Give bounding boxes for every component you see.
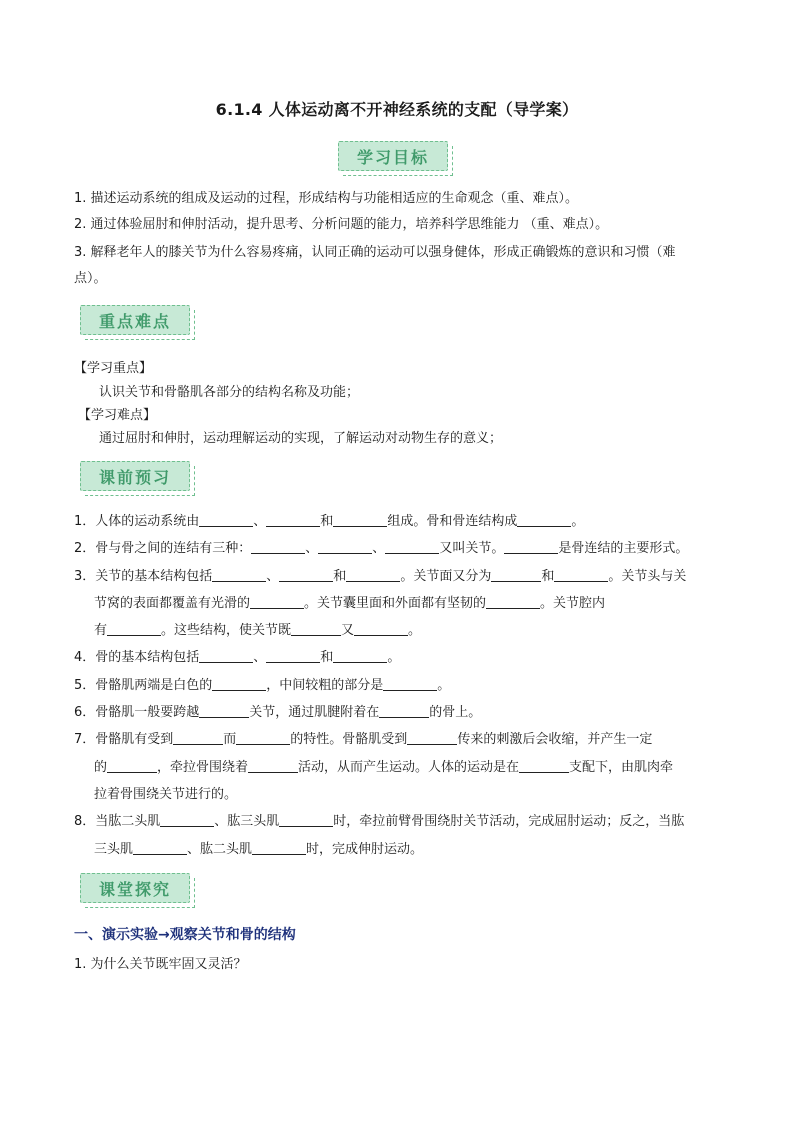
key-label-focus: 【学习重点】 — [74, 361, 153, 376]
goal-item-3: 3. 解释老年人的膝关节为什么容易疼痛，认同正确的运动可以强身健体，形成正确锻炼的意识和习惯（难 — [74, 245, 676, 260]
section-badge-label: 重点难点 — [80, 305, 190, 335]
answer-blank[interactable] — [173, 728, 223, 745]
answer-blank[interactable] — [212, 674, 266, 691]
preview-q8: 8．当肱二头肌 、肱三头肌 时，牵拉前臂骨围绕肘关节活动，完成屈肘运动；反之，当肱 — [74, 809, 684, 835]
answer-blank[interactable] — [252, 838, 306, 855]
section-badge-label: 课堂探究 — [80, 873, 190, 903]
answer-blank[interactable] — [491, 565, 541, 582]
answer-blank[interactable] — [279, 810, 333, 827]
preview-q2: 2．骨与骨之间的连结有三种： 、 、 又叫关节。 是骨连结的主要形式。 — [74, 536, 688, 562]
answer-blank[interactable] — [160, 810, 214, 827]
section-badge-label: 学习目标 — [338, 141, 448, 171]
preview-q7-cont-1: 的 ，牵拉骨围绕着 活动，从而产生运动。人体的运动是在 支配下，由肌肉牵 — [94, 755, 673, 781]
answer-blank[interactable] — [199, 646, 253, 663]
key-text-difficulty: 通过屈肘和伸肘，运动理解运动的实现，了解运动对动物生存的意义； — [99, 431, 503, 446]
answer-blank[interactable] — [486, 592, 540, 609]
answer-blank[interactable] — [133, 838, 187, 855]
answer-blank[interactable] — [248, 756, 298, 773]
preview-q8-cont: 三头肌 、肱二头肌 时，完成伸肘运动。 — [94, 837, 423, 863]
answer-blank[interactable] — [236, 728, 290, 745]
answer-blank[interactable] — [385, 537, 439, 554]
answer-blank[interactable] — [266, 510, 320, 527]
answer-blank[interactable] — [333, 646, 387, 663]
answer-blank[interactable] — [250, 592, 304, 609]
goal-item-2: 2. 通过体验屈肘和伸肘活动，提升思考、分析问题的能力，培养科学思维能力 （重、难点）。 — [74, 217, 609, 232]
preview-q7: 7．骨骼肌有受到 而 的特性。骨骼肌受到 传来的刺激后会收缩，并产生一定 — [74, 727, 652, 753]
answer-blank[interactable] — [554, 565, 608, 582]
answer-blank[interactable] — [266, 646, 320, 663]
answer-blank[interactable] — [407, 728, 457, 745]
answer-blank[interactable] — [212, 565, 266, 582]
answer-blank[interactable] — [107, 756, 157, 773]
key-text-focus: 认识关节和骨骼肌各部分的结构名称及功能； — [99, 385, 360, 400]
answer-blank[interactable] — [354, 619, 408, 636]
answer-blank[interactable] — [517, 510, 571, 527]
answer-blank[interactable] — [251, 537, 305, 554]
preview-q3-cont-1: 节窝的表面都覆盖有光滑的 。关节囊里面和外面都有坚韧的 。关节腔内 — [94, 591, 605, 617]
preview-q6: 6．骨骼肌一般要跨越 关节，通过肌腱附着在 的骨上。 — [74, 700, 481, 726]
preview-q1: 1．人体的运动系统由 、 和 组成。骨和骨连结构成 。 — [74, 509, 584, 535]
answer-blank[interactable] — [291, 619, 341, 636]
section-badge-label: 课前预习 — [80, 461, 190, 491]
answer-blank[interactable] — [199, 701, 249, 718]
answer-blank[interactable] — [379, 701, 429, 718]
answer-blank[interactable] — [519, 756, 569, 773]
answer-blank[interactable] — [333, 510, 387, 527]
answer-blank[interactable] — [279, 565, 333, 582]
explore-heading: 一、演示实验→观察关节和骨的结构 — [74, 927, 296, 943]
explore-question-1: 1. 为什么关节既牢固又灵活？ — [74, 957, 247, 972]
answer-blank[interactable] — [318, 537, 372, 554]
key-label-difficulty: 【学习难点】 — [78, 408, 157, 423]
answer-blank[interactable] — [383, 674, 437, 691]
preview-q3-cont-2: 有 。这些结构，使关节既 又 。 — [94, 618, 421, 644]
preview-q4: 4．骨的基本结构包括 、 和 。 — [74, 645, 400, 671]
answer-blank[interactable] — [346, 565, 400, 582]
answer-blank[interactable] — [199, 510, 253, 527]
preview-q3: 3．关节的基本结构包括 、 和 。关节面又分为 和 。关节头与关 — [74, 564, 686, 590]
goal-item-3-cont: 点）。 — [74, 271, 107, 286]
preview-q7-cont-2: 拉着骨围绕关节进行的。 — [94, 787, 238, 802]
page-title: 6.1.4 人体运动离不开神经系统的支配（导学案） — [215, 100, 579, 119]
answer-blank[interactable] — [504, 537, 558, 554]
goal-item-1: 1. 描述运动系统的组成及运动的过程，形成结构与功能相适应的生命观念（重、难点）。 — [74, 191, 579, 206]
preview-q5: 5．骨骼肌两端是白色的 ，中间较粗的部分是 。 — [74, 673, 450, 699]
answer-blank[interactable] — [107, 619, 161, 636]
